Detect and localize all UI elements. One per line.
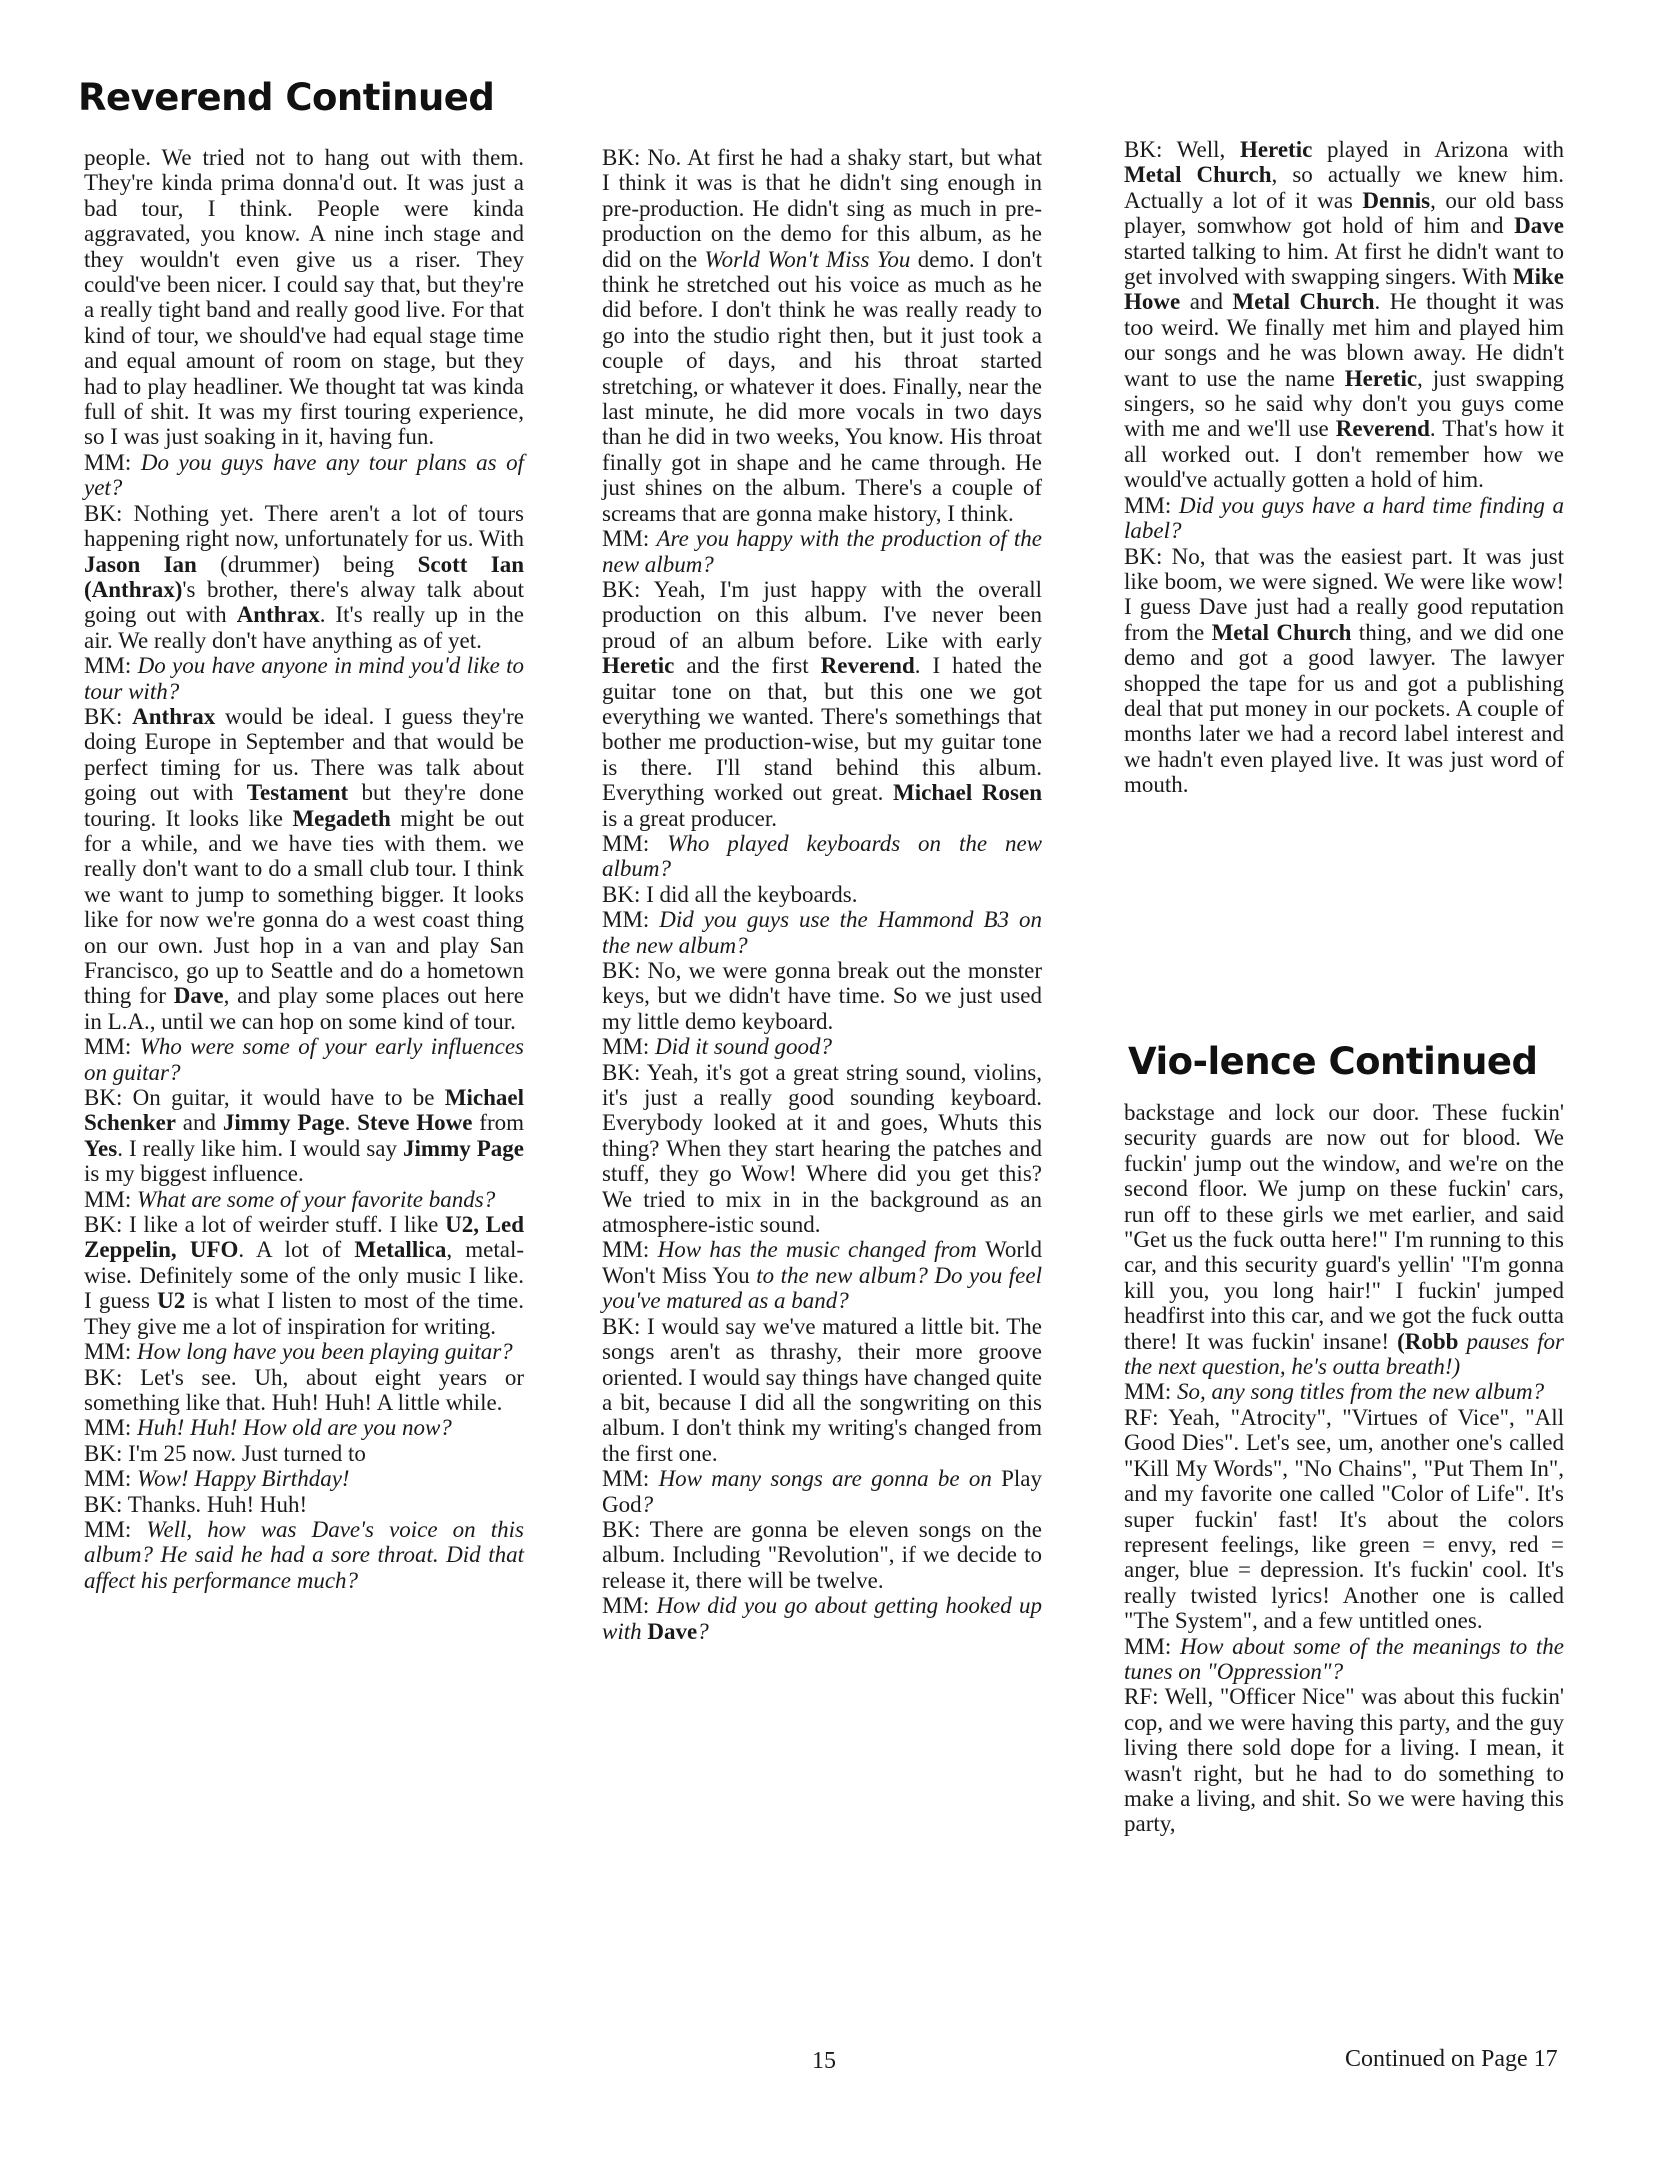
speaker-label: MM: — [84, 1516, 147, 1542]
paragraph — [1124, 1634, 1564, 1685]
text-run: How about some of the meanings to the tunes on "Oppression"? — [1124, 1633, 1565, 1684]
paragraph — [602, 882, 1042, 907]
speaker-label: BK: — [84, 1085, 133, 1111]
text-run: Are you happy with the production of the new album? — [602, 526, 1042, 577]
speaker-label: BK: — [602, 145, 648, 170]
text-run: , so actually we knew him. Actually a lot of it was — [1124, 162, 1564, 213]
text-run: Michael Schenker — [84, 1085, 524, 1136]
paragraph — [602, 958, 1042, 1034]
paragraph — [84, 501, 524, 653]
text-run: Heretic — [1344, 365, 1418, 391]
text-run: Wow! Happy Birthday! — [137, 1466, 350, 1492]
text-run: Megadeth — [292, 805, 391, 831]
text-run: Did you guys use the Hammond B3 on the new album? — [602, 907, 1042, 958]
text-run: Yes — [84, 1135, 118, 1161]
paragraph — [602, 1034, 1042, 1059]
text-run: backstage and lock our door. These fuckin' security guards are now out for blood. We fuckin' jump out the window, and we're on the second floor. We jump on these fuckin' cars, run off to these girls we met earlier, and said "Get us the fuck outta here!" I'm running to this car, and this security guard's yellin' "I'm gonna kill you, you long hair!" I fuckin' jumped headfirst into this car, and we got the fuck outta there! It was fuckin' insane! — [1124, 1100, 1564, 1354]
paragraph — [602, 1593, 1042, 1644]
speaker-label: BK: — [602, 881, 647, 907]
text-run: U2 — [157, 1288, 186, 1314]
text-run: Dave — [173, 983, 224, 1009]
speaker-label: MM: — [602, 830, 668, 856]
paragraph — [1124, 1379, 1564, 1404]
speaker-label: BK: — [602, 1313, 648, 1339]
text-run: Let's see. Uh, about eight years or something like that. Huh! Huh! A little while. — [84, 1364, 524, 1415]
paragraph — [84, 1212, 524, 1339]
text-run: Metallica — [354, 1237, 447, 1263]
paragraph — [84, 1034, 524, 1085]
text-run: Did it sound good? — [655, 1034, 833, 1060]
continued-note: Continued on Page 17 — [1345, 2046, 1558, 2072]
paragraph — [84, 145, 524, 450]
paragraph — [84, 450, 524, 501]
text-run: Dennis — [1362, 187, 1431, 213]
text-run: No. At first he had a shaky start, but what I think it was is that he didn't sing enough in pre-production. He didn't sing as much in pre-production on the demo for this album, as he did on the — [602, 145, 1042, 272]
paragraph — [1124, 544, 1564, 798]
paragraph — [84, 653, 524, 704]
page-number: 15 — [812, 2048, 836, 2074]
speaker-label: MM: — [84, 1339, 138, 1365]
text-run: How long have you been playing guitar? — [137, 1339, 513, 1365]
paragraph — [84, 1085, 524, 1187]
speaker-label: MM: — [1124, 1633, 1180, 1659]
text-run: might be out for a while, and we have ties with them. we really don't want to do a small club tour. I think we want to jump to something bigger. It looks like for now we're gonna do a west coast thing on our own. Just hop in a van and play San Francisco, go up to Seattle and do a hometown thing for — [84, 805, 524, 1009]
text-run: Huh! Huh! How old are you now? — [137, 1415, 452, 1441]
speaker-label: BK: — [602, 958, 648, 983]
paragraph — [84, 704, 524, 1034]
text-run: Nothing yet. There aren't a lot of tours happening right now, unfortunately for us. With — [84, 500, 524, 552]
speaker-label: BK: — [84, 500, 134, 526]
speaker-label: MM: — [602, 1593, 657, 1619]
paragraph — [602, 526, 1042, 577]
text-run: Metal Church — [1211, 619, 1352, 645]
text-run: Yeah, it's got a great string sound, violins, it's just a really good sounding keyboard. Everybody looked at it and goes, Whuts this thing? When they start hearing the patches and stuff, they go Wow! Where did you get this? We tried to mix in in the background as an atmosphere-istic sound. — [602, 1059, 1042, 1238]
text-run: is what I listen to most of the time. They give me a lot of inspiration for writing. — [84, 1288, 525, 1339]
text-run: I'm 25 now. Just turned to — [128, 1440, 366, 1466]
text-run: Anthrax — [236, 602, 320, 628]
text-run: ? — [697, 1618, 709, 1644]
speaker-label: MM: — [84, 1415, 138, 1441]
text-run: . I really like him. I would say — [117, 1135, 404, 1161]
text-column-3-continued — [1124, 1100, 1564, 1837]
paragraph — [602, 1060, 1042, 1238]
text-run: Reverend — [820, 653, 915, 679]
text-run: . — [344, 1110, 358, 1136]
speaker-label: BK: — [84, 1364, 141, 1390]
text-run: Steve Howe — [357, 1110, 473, 1136]
text-run: Jimmy Page — [403, 1135, 525, 1161]
text-run: Reverend — [1335, 416, 1430, 442]
text-run: played in Arizona with — [1312, 137, 1564, 162]
text-column-3 — [1124, 137, 1564, 798]
speaker-label: BK: — [602, 1059, 647, 1085]
text-run: , just swapping singers, so he said why don't you guys come with me and we'll use — [1124, 365, 1564, 442]
text-run: Heretic — [602, 653, 675, 679]
paragraph — [84, 1441, 524, 1466]
text-run: Scott Ian (Anthrax) — [84, 551, 524, 602]
text-run: to the new album? Do you feel you've matured as a band? — [602, 1262, 1042, 1314]
paragraph — [84, 1187, 524, 1212]
text-column-2 — [602, 145, 1042, 1644]
paragraph — [602, 1314, 1042, 1466]
speaker-label: MM: — [602, 1466, 659, 1492]
speaker-label: MM: — [602, 1237, 658, 1263]
text-run: Well, how was Dave's voice on this album? He said he had a sore throat. Did that affect his performance much? — [84, 1516, 525, 1593]
text-run: from — [472, 1110, 525, 1136]
text-run: Who were some of your early influences on guitar? — [84, 1034, 524, 1085]
text-run: No, we were gonna break out the monster keys, but we didn't have time. So we just used my little demo keyboard. — [602, 958, 1042, 1034]
text-run: Well, — [1176, 137, 1240, 162]
text-run: No, that was the easiest part. It was just like boom, we were signed. We were like wow! I guess Dave just had a really good reputation from the — [1124, 543, 1564, 645]
text-run: Testament — [246, 780, 349, 806]
text-run: U2, Led Zeppelin, UFO — [84, 1212, 524, 1263]
paragraph — [602, 577, 1042, 831]
speaker-label: MM: — [84, 1034, 140, 1060]
text-run: I did all the keyboards. — [646, 881, 858, 907]
text-run: 's brother, there's alway talk about going out with — [84, 576, 524, 628]
text-run: and — [176, 1110, 223, 1136]
paragraph — [1124, 1684, 1564, 1836]
section-heading-violence: Vio-lence Continued — [1128, 1040, 1538, 1083]
text-run: Thanks. Huh! Huh! — [127, 1491, 308, 1517]
paragraph — [1124, 493, 1564, 544]
text-run: I like a lot of weirder stuff. I like — [129, 1212, 446, 1238]
text-run: (drummer) being — [196, 551, 418, 577]
text-run: , our old bass player, somwhow got hold of him and — [1124, 187, 1564, 239]
text-run: How many songs are gonna be on — [658, 1466, 1002, 1492]
speaker-label: MM: — [1124, 492, 1179, 518]
text-run: So, any song titles from the new album? — [1177, 1379, 1545, 1405]
text-run: started talking to him. At first he didn't want to get involved with swapping singers. With — [1124, 238, 1564, 290]
text-run: World Won't Miss You — [704, 246, 911, 272]
paragraph — [1124, 1405, 1564, 1634]
text-run: demo. I don't think he stretched out his voice as much as he did before. I don't think he was really ready to go into the studio right then, but it just took a couple of days, and his throat started stretching, or whatever it does. Finally, near the last minute, he did more vocals in two days than he did in two weeks, You know. His throat finally got in shape and he came through. He just shines on the album. There's a couple of screams that are gonna make history, I think. — [602, 246, 1042, 526]
text-run: ? — [641, 1491, 654, 1517]
text-run: On guitar, it would have to be — [132, 1085, 445, 1111]
paragraph — [602, 1237, 1042, 1313]
paragraph — [84, 1466, 524, 1491]
speaker-label: BK: — [84, 1440, 129, 1466]
speaker-label: MM: — [84, 653, 138, 679]
speaker-label: BK: — [84, 703, 133, 729]
text-run: Mike Howe — [1124, 264, 1564, 315]
text-column-1 — [84, 145, 524, 1593]
text-run: . A lot of — [238, 1237, 355, 1263]
text-run: Jason Ian — [84, 551, 197, 577]
text-run: Michael Rosen — [893, 780, 1042, 806]
text-run: Metal Church — [1124, 162, 1272, 188]
text-run: Play God — [602, 1466, 1042, 1517]
text-run: Heretic — [1239, 137, 1313, 162]
text-run: . I hated the guitar tone on that, but this one we got everything we wanted. There's somethings that bother me production-wise, but my guitar tone is there. I'll stand behind this album. Everything worked out great. — [602, 653, 1042, 806]
speaker-label: BK: — [602, 576, 654, 602]
text-run: is my biggest influence. — [84, 1161, 304, 1187]
text-run: thing, and we did one demo and got a good lawyer. The lawyer shopped the tape for us and got a publishing deal that put money in our pockets. A couple of months later we had a record label interest and we hadn't even played live. It was just word of mouth. — [1124, 619, 1565, 798]
paragraph — [602, 831, 1042, 882]
text-run: . That's how it all worked out. I don't remember how we would've actually gotten a hold of him. — [1124, 416, 1565, 493]
text-run: pauses for the next question, he's outta breath!) — [1124, 1328, 1565, 1380]
text-run: Well, "Officer Nice" was about this fuckin' cop, and we were having this party, and the guy living there sold dope for a living. I mean, it wasn't right, but he had to do something to make a living, and shit. So we were having this party, — [1124, 1684, 1565, 1837]
text-run: is a great producer. — [602, 805, 777, 831]
speaker-label: BK: — [84, 1491, 128, 1517]
speaker-label: MM: — [84, 449, 141, 475]
text-run: Do you guys have any tour plans as of yet? — [84, 449, 524, 501]
text-run: What are some of your favorite bands? — [137, 1186, 496, 1212]
paragraph — [602, 907, 1042, 958]
paragraph — [602, 1466, 1042, 1517]
text-run: How has the music changed from — [657, 1237, 986, 1263]
text-run: . He thought it was too weird. We finally met him and played him our songs and he was blown away. He didn't want to use the name — [1124, 289, 1564, 391]
paragraph — [602, 145, 1042, 526]
paragraph — [84, 1517, 524, 1593]
text-run: would be ideal. I guess they're doing Europe in September and that would be perfect timing for us. There was talk about going out with — [84, 703, 524, 806]
text-run: Jimmy Page — [222, 1110, 345, 1136]
speaker-label: MM: — [602, 526, 657, 552]
text-run: but they're done touring. It looks like — [84, 780, 524, 831]
paragraph — [602, 1517, 1042, 1593]
paragraph — [1124, 1100, 1564, 1379]
speaker-label: MM: — [84, 1186, 138, 1212]
text-run: There are gonna be eleven songs on the album. Including "Revolution", if we decide to release it, there will be twelve. — [602, 1516, 1042, 1593]
speaker-label: MM: — [602, 907, 660, 933]
text-run: World Won't Miss You — [602, 1237, 1042, 1288]
paragraph — [84, 1415, 524, 1440]
text-run: , and play some places out here in L.A., until we can hop on some kind of tour. — [84, 983, 524, 1034]
text-run: and the first — [674, 653, 821, 679]
text-run: Did you guys have a hard time finding a label? — [1124, 492, 1564, 544]
speaker-label: RF: — [1124, 1684, 1165, 1710]
text-run: Yeah, "Atrocity", "Virtues of Vice", "All Good Dies". Let's see, um, another one's called "Kill My Words", "No Chains", "Put Them In", and my favorite one called "Color of Life". It's super fuckin' fast! It's about the colors represent feelings, like green = envy, red = anger, blue = depression. It's fuckin' cool. It's really twisted lyrics! Another one is called "The System", and a few untitled ones. — [1124, 1404, 1565, 1634]
text-run: Yeah, I'm just happy with the overall production on this album. I've never been proud of an album before. Like with early — [602, 576, 1042, 653]
text-run: Who played keyboards on the new album? — [602, 830, 1042, 882]
text-run: Do you have anyone in mind you'd like to tour with? — [84, 653, 524, 704]
text-run: Metal Church — [1232, 289, 1375, 315]
speaker-label: BK: — [1124, 543, 1172, 569]
text-run: I would say we've matured a little bit. The songs aren't as thrashy, their more groove oriented. I would say things have changed quite a bit, because I did all the songwriting on this album. I don't think my writing's changed from the first one. — [602, 1313, 1042, 1466]
text-run: How did you go about getting hooked up with — [602, 1593, 1042, 1644]
section-heading-reverend: Reverend Continued — [78, 76, 495, 119]
text-run: , metal-wise. Definitely some of the only music I like. I guess — [84, 1237, 524, 1314]
paragraph — [84, 1339, 524, 1364]
paragraph — [1124, 137, 1564, 493]
text-run: Anthrax — [132, 703, 216, 729]
speaker-label: BK: — [602, 1516, 650, 1542]
paragraph — [84, 1365, 524, 1416]
text-run: people. We tried not to hang out with them. They're kinda prima donna'd out. It was just a bad tour, I think. People were kinda aggravated, you know. A nine inch stage and they wouldn't even give us a riser. They could've been nicer. I could say that, but they're a really tight band and really good live. For that kind of tour, we should've had equal stage time and equal amount of room on stage, but they had to play headliner. We thought tat was kinda full of shit. It was my first touring experience, so I was just soaking in it, having fun. — [84, 145, 524, 450]
text-run: Dave — [1514, 213, 1564, 239]
speaker-label: BK: — [1124, 137, 1177, 162]
text-run: Dave — [647, 1618, 698, 1644]
text-run: and — [1180, 289, 1233, 315]
text-run: (Robb — [1397, 1328, 1459, 1354]
speaker-label: MM: — [602, 1034, 656, 1060]
speaker-label: MM: — [1124, 1379, 1178, 1405]
speaker-label: BK: — [84, 1212, 130, 1238]
speaker-label: RF: — [1124, 1404, 1169, 1430]
paragraph — [84, 1492, 524, 1517]
speaker-label: MM: — [84, 1466, 138, 1492]
text-run: . It's really up in the air. We really don't have anything as of yet. — [84, 602, 524, 653]
